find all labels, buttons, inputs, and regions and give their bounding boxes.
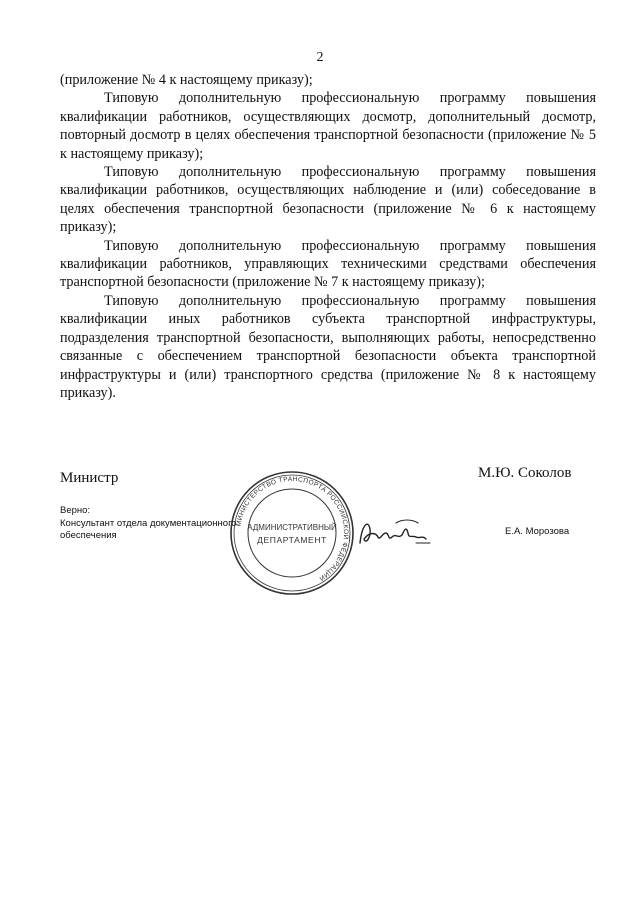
handwritten-signature-icon (356, 515, 434, 551)
certifier-position-line2: обеспечения (60, 530, 117, 541)
document-body (60, 71, 596, 402)
official-stamp-icon (229, 470, 355, 596)
certification-block (60, 505, 237, 543)
verno-label: Верно: (60, 505, 91, 516)
paragraph-5: Типовую дополнительную профессиональную программу повышения квалификации иных работников субъекта транспортной инфраструктуры, подразделения транспортной безопасности, выполняющих работы, непосредственно связанные с обеспечением транспортной безопасности объекта транспортной инфраструктуры и (или) транспортного средства (приложение № 8 к настоящему приказу). (60, 292, 596, 401)
stamp-inner-line2: ДЕПАРТАМЕНТ (257, 535, 327, 545)
signatory-name: М.Ю. Соколов (478, 465, 572, 481)
paragraph-4: Типовую дополнительную профессиональную программу повышения квалификации работников, управляющих техническими средствами обеспечения транспортной безопасности (приложение № 7 к настоящему приказу); (60, 237, 596, 291)
paragraph-1: (приложение № 4 к настоящему приказу); (60, 72, 313, 88)
signatory-title: Министр (60, 470, 119, 486)
stamp-ring-text: МИНИСТЕРСТВО ТРАНСПОРТА РОССИЙСКОЙ ФЕДЕРАЦИИ (235, 475, 350, 582)
certifier-position-line1: Консультант отдела документационного (60, 517, 237, 529)
paragraph-2: Типовую дополнительную профессиональную программу повышения квалификации работников, осуществляющих досмотр, дополнительный досмотр, повторный досмотр в целях обеспечения транспортной безопасности (приложение № 5 к настоящему приказу); (60, 90, 596, 162)
page-number: 2 (316, 50, 324, 65)
stamp-inner-line1: АДМИНИСТРАТИВНЫЙ (247, 523, 337, 532)
certifier-name: Е.А. Морозова (505, 526, 570, 537)
paragraph-3: Типовую дополнительную профессиональную программу повышения квалификации работников, осуществляющих наблюдение и (или) собеседование в целях обеспечения транспортной безопасности (приложение № 6 к настоящему приказу); (60, 164, 596, 236)
